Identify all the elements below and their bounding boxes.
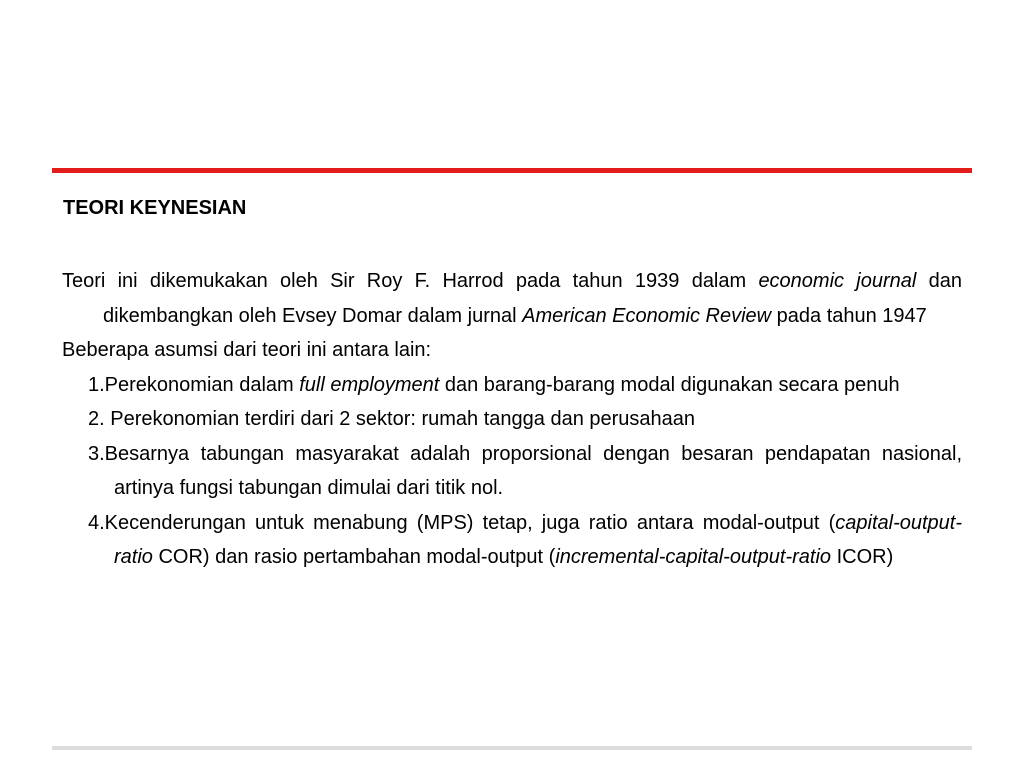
- header-accent-rule: [52, 168, 972, 173]
- item-4-text-a: 4.Kecenderungan untuk menabung (MPS) tetap, juga ratio antara modal-output (: [88, 511, 836, 534]
- slide-title: TEORI KEYNESIAN: [63, 197, 247, 219]
- intro-paragraph: [62, 264, 962, 333]
- footer-rule: [52, 746, 972, 750]
- list-item: [62, 402, 962, 437]
- list-item: [62, 437, 962, 506]
- intro-text-2: dan dikembangkan oleh Evsey Domar dalam jurnal: [103, 270, 962, 327]
- intro-text-1: Teori ini dikemukakan oleh Sir Roy F. Harrod pada tahun 1939 dalam: [62, 270, 759, 292]
- intro-journal-1: economic journal: [758, 270, 917, 292]
- item-4-text-c: ICOR): [831, 546, 894, 568]
- item-1-emphasis: full employment: [299, 373, 440, 396]
- item-2-text: 2. Perekonomian terdiri dari 2 sektor: rumah tangga dan perusahaan: [88, 408, 696, 430]
- item-4-emphasis-2: incremental-capital-output-ratio: [555, 546, 832, 568]
- item-3-text: 3.Besarnya tabungan masyarakat adalah proporsional dengan besaran pendapatan nasional, artinya fungsi tabungan dimulai dari titik nol.: [88, 442, 962, 499]
- item-4-emphasis-1: capital-output-ratio: [114, 511, 962, 568]
- intro-journal-2: American Economic Review: [522, 304, 772, 327]
- item-4-text-b: COR) dan rasio pertambahan modal-output (: [152, 546, 556, 568]
- item-1-text-b: dan barang-barang modal digunakan secara penuh: [439, 373, 900, 396]
- assumptions-lead: Beberapa asumsi dari teori ini antara lain:: [62, 339, 432, 361]
- list-item: [62, 506, 962, 575]
- item-1-text-a: 1.Perekonomian dalam: [88, 373, 300, 396]
- list-item: [62, 368, 962, 403]
- intro-text-3: pada tahun 1947: [771, 304, 927, 327]
- slide-body: [62, 264, 962, 575]
